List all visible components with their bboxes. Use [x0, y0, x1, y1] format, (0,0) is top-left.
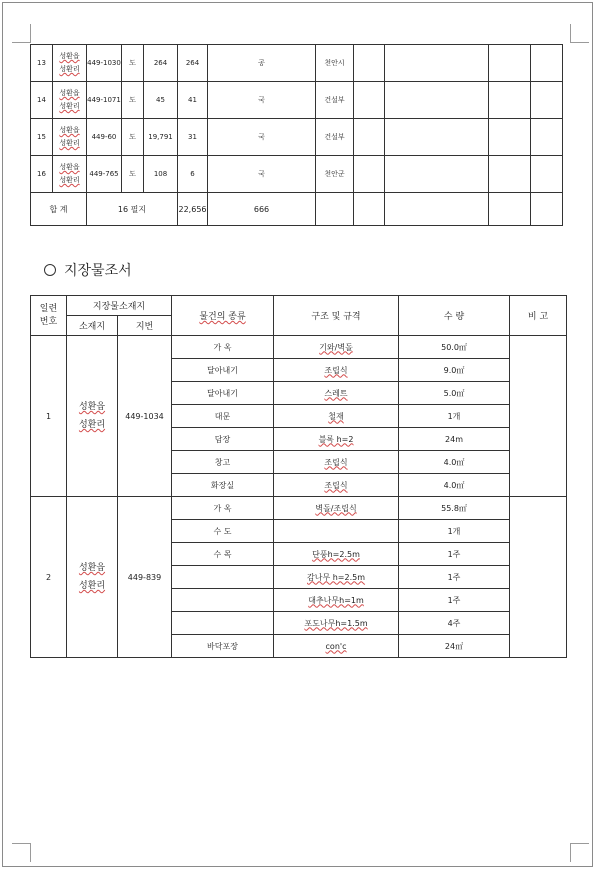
empty-cell — [385, 82, 489, 119]
area-cell: 41 — [178, 82, 208, 119]
area-cell: 31 — [178, 119, 208, 156]
empty-cell — [354, 156, 385, 193]
item-structure-text: 조립식 — [324, 457, 348, 467]
item-structure-text: 스레트 — [324, 388, 348, 398]
item-structure — [274, 612, 399, 635]
item-kind: 수 목 — [172, 543, 274, 566]
ri-name: 성환리 — [59, 102, 80, 110]
item-kind: 바닥포장 — [172, 635, 274, 658]
empty-cell — [489, 156, 531, 193]
header-jibun: 지번 — [118, 316, 172, 336]
item-quantity: 4.0㎡ — [399, 474, 510, 497]
empty-cell — [489, 193, 531, 226]
item-structure — [274, 566, 399, 589]
area-cell: 45 — [144, 82, 178, 119]
location-cell — [67, 497, 118, 658]
owner-cell: 천안군 — [316, 156, 354, 193]
item-kind — [172, 612, 274, 635]
note-cell — [510, 497, 567, 658]
item-structure-text: 조립식 — [324, 365, 348, 375]
empty-cell — [489, 119, 531, 156]
item-quantity: 24m — [399, 428, 510, 451]
ri-name: 성환리 — [59, 139, 80, 147]
jibun-cell: 449-1030 — [87, 45, 122, 82]
row-number: 15 — [31, 119, 53, 156]
item-structure — [274, 428, 399, 451]
total-area: 666 — [208, 193, 316, 226]
item-structure — [274, 474, 399, 497]
empty-cell — [531, 45, 563, 82]
table-row — [31, 336, 567, 359]
empty-cell — [531, 119, 563, 156]
circle-bullet-icon — [44, 264, 56, 276]
jibun-cell: 449-1071 — [87, 82, 122, 119]
section-heading — [44, 260, 132, 280]
item-structure — [274, 382, 399, 405]
ri-name: 성환리 — [59, 176, 80, 184]
dong-name: 성환읍 — [78, 402, 106, 412]
item-kind: 가 옥 — [172, 336, 274, 359]
dong-name: 성환읍 — [59, 126, 80, 134]
item-quantity: 1개 — [399, 405, 510, 428]
table-row — [31, 156, 563, 193]
item-structure — [274, 589, 399, 612]
empty-cell — [354, 45, 385, 82]
owner-cell: 건설부 — [316, 82, 354, 119]
item-kind: 가 옥 — [172, 497, 274, 520]
area-cell: 19,791 — [144, 119, 178, 156]
obstruction-table — [30, 295, 567, 658]
item-structure-text: 블록 h=2 — [318, 434, 354, 444]
empty-cell — [354, 193, 385, 226]
header-kind: 물건의 종류 — [172, 296, 274, 336]
item-quantity: 1주 — [399, 589, 510, 612]
location-cell — [53, 45, 87, 82]
item-quantity: 1주 — [399, 566, 510, 589]
crop-mark-top-right — [570, 24, 589, 43]
serial-cell: 1 — [31, 336, 67, 497]
empty-cell — [385, 156, 489, 193]
item-kind: 화장실 — [172, 474, 274, 497]
item-kind: 담장 — [172, 428, 274, 451]
item-structure-text: 기와/벽돌 — [319, 342, 353, 352]
total-label: 합 계 — [31, 193, 87, 226]
kind-cell: 공 — [208, 45, 316, 82]
item-quantity: 50.0㎡ — [399, 336, 510, 359]
row-number: 13 — [31, 45, 53, 82]
item-kind: 대문 — [172, 405, 274, 428]
ri-name: 성환리 — [78, 420, 106, 430]
item-structure-text: 감나무 h=2.5m — [307, 572, 366, 582]
header-location: 소재지 — [67, 316, 118, 336]
dong-name: 성환읍 — [59, 163, 80, 171]
table-row — [31, 82, 563, 119]
item-quantity: 55.8㎡ — [399, 497, 510, 520]
item-structure — [274, 336, 399, 359]
jibun-cell: 449-60 — [87, 119, 122, 156]
note-cell — [510, 336, 567, 497]
item-quantity: 5.0㎡ — [399, 382, 510, 405]
header-serial: 일련 번호 — [31, 296, 67, 336]
area-cell: 264 — [144, 45, 178, 82]
ri-name: 성환리 — [59, 65, 80, 73]
empty-cell — [385, 119, 489, 156]
item-kind: 달아내기 — [172, 359, 274, 382]
location-cell — [53, 156, 87, 193]
item-structure-text: 조립식 — [324, 480, 348, 490]
jimok-cell: 도 — [122, 45, 144, 82]
empty-cell — [489, 45, 531, 82]
kind-cell: 국 — [208, 119, 316, 156]
crop-mark-bottom-right — [570, 843, 589, 862]
owner-cell: 건설부 — [316, 119, 354, 156]
item-structure-text: con'c — [325, 641, 347, 651]
empty-cell — [489, 82, 531, 119]
serial-cell: 2 — [31, 497, 67, 658]
area-cell: 264 — [178, 45, 208, 82]
item-structure — [274, 520, 399, 543]
item-kind: 달아내기 — [172, 382, 274, 405]
item-structure — [274, 451, 399, 474]
dong-name: 성환읍 — [59, 89, 80, 97]
empty-cell — [354, 82, 385, 119]
location-cell — [53, 82, 87, 119]
jimok-cell: 도 — [122, 156, 144, 193]
item-kind: 수 도 — [172, 520, 274, 543]
item-kind — [172, 589, 274, 612]
item-structure — [274, 359, 399, 382]
owner-cell: 천안시 — [316, 45, 354, 82]
item-quantity: 1개 — [399, 520, 510, 543]
item-structure-text: 단풍h=2.5m — [312, 549, 360, 559]
item-quantity: 9.0㎡ — [399, 359, 510, 382]
crop-mark-bottom-left — [12, 843, 31, 862]
header-note: 비 고 — [510, 296, 567, 336]
item-structure — [274, 543, 399, 566]
row-number: 14 — [31, 82, 53, 119]
table-row — [31, 45, 563, 82]
dong-name: 성환읍 — [78, 563, 106, 573]
crop-mark-top-left — [12, 24, 31, 43]
total-parcels: 16 필지 — [87, 193, 178, 226]
item-quantity: 24㎡ — [399, 635, 510, 658]
empty-cell — [316, 193, 354, 226]
header-quantity: 수 량 — [399, 296, 510, 336]
item-quantity: 4.0㎡ — [399, 451, 510, 474]
empty-cell — [354, 119, 385, 156]
item-structure — [274, 497, 399, 520]
ri-name: 성환리 — [78, 581, 106, 591]
empty-cell — [531, 193, 563, 226]
table-row — [31, 119, 563, 156]
empty-cell — [531, 82, 563, 119]
jibun-cell: 449-839 — [118, 497, 172, 658]
area-cell: 6 — [178, 156, 208, 193]
area-cell: 108 — [144, 156, 178, 193]
jibun-cell: 449-765 — [87, 156, 122, 193]
dong-name: 성환읍 — [59, 52, 80, 60]
kind-cell: 국 — [208, 156, 316, 193]
item-quantity: 1주 — [399, 543, 510, 566]
item-quantity: 4주 — [399, 612, 510, 635]
empty-cell — [385, 45, 489, 82]
table-row — [31, 497, 567, 520]
item-structure — [274, 635, 399, 658]
location-cell — [53, 119, 87, 156]
jimok-cell: 도 — [122, 119, 144, 156]
item-structure — [274, 405, 399, 428]
jimok-cell: 도 — [122, 82, 144, 119]
row-number: 16 — [31, 156, 53, 193]
item-structure-text: 벽돌/조립식 — [315, 503, 357, 513]
item-kind — [172, 566, 274, 589]
section-heading-text: 지장물조서 — [64, 263, 132, 279]
kind-cell: 국 — [208, 82, 316, 119]
item-structure-text: 포도나무h=1.5m — [304, 618, 368, 628]
jibun-cell: 449-1034 — [118, 336, 172, 497]
item-structure-text: 철재 — [328, 411, 344, 421]
item-structure-text: 대추나무h=1m — [308, 595, 364, 605]
land-parcel-table — [30, 44, 563, 226]
total-area: 22,656 — [178, 193, 208, 226]
location-cell — [67, 336, 118, 497]
total-row — [31, 193, 563, 226]
empty-cell — [531, 156, 563, 193]
header-location-group: 지장물소재지 — [67, 296, 172, 316]
item-kind: 창고 — [172, 451, 274, 474]
empty-cell — [385, 193, 489, 226]
header-structure: 구조 및 규격 — [274, 296, 399, 336]
